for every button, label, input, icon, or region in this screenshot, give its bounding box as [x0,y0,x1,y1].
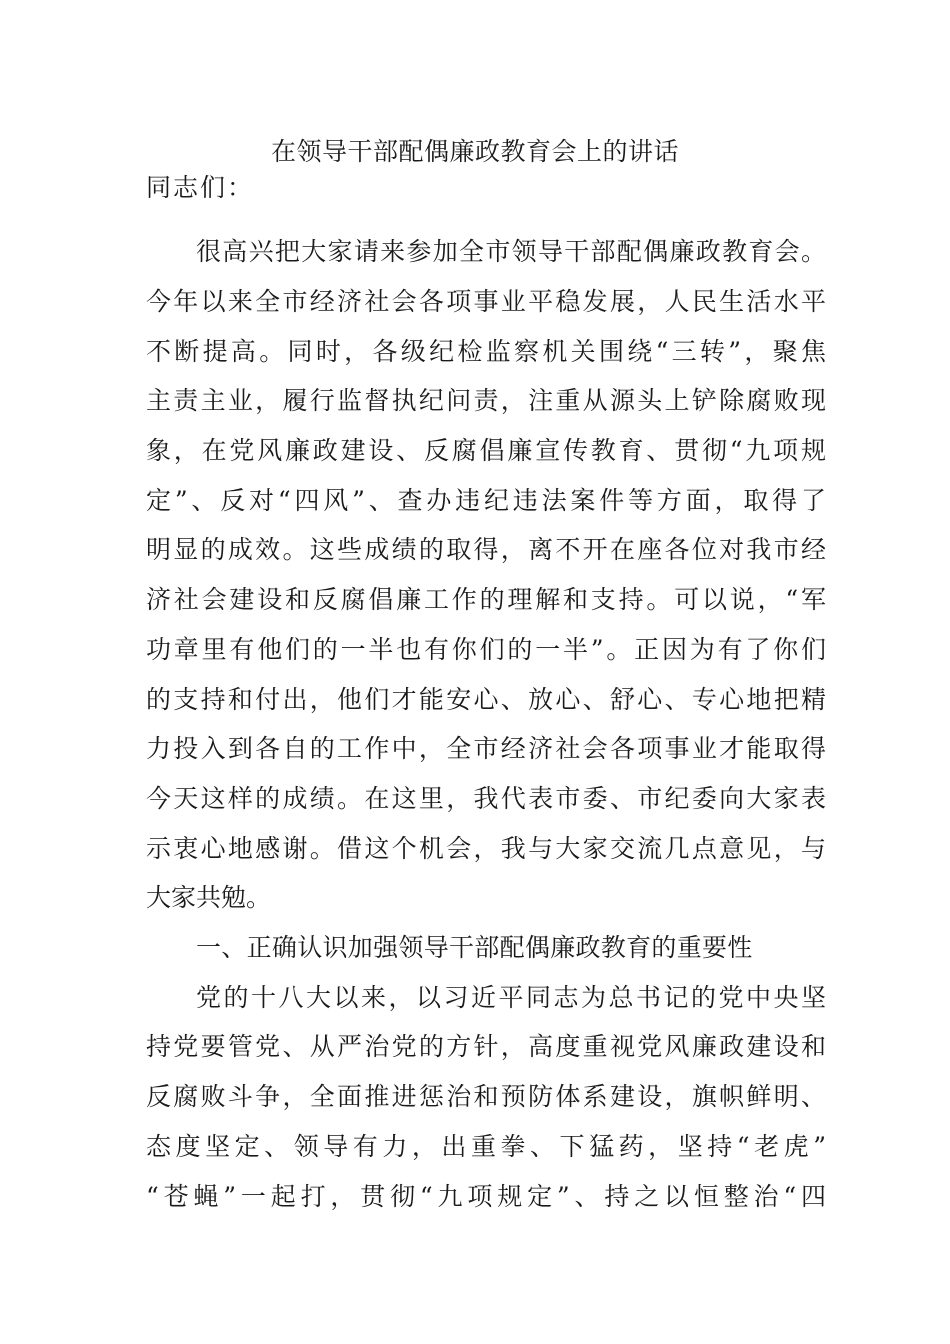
paragraph-1-line: 的支持和付出，他们才能安心、放心、舒心、专心地把精 [146,685,826,714]
paragraph-1-line: 示衷心地感谢。借这个机会，我与大家交流几点意见，与 [146,834,826,863]
paragraph-1-line: 很高兴把大家请来参加全市领导干部配偶廉政教育会。 [196,237,826,266]
paragraph-2-line: 党的十八大以来，以习近平同志为总书记的党中央坚 [196,983,826,1012]
salutation: 同志们： [146,173,255,202]
paragraph-1-line: 主责主业，履行监督执纪问责，注重从源头上铲除腐败现 [146,386,826,415]
paragraph-1-line: 力投入到各自的工作中，全市经济社会各项事业才能取得 [146,734,826,763]
paragraph-2-line: 反腐败斗争，全面推进惩治和预防体系建设，旗帜鲜明、 [146,1082,826,1111]
paragraph-1-line: 济社会建设和反腐倡廉工作的理解和支持。可以说，“军 [146,585,826,614]
paragraph-2-line: 态度坚定、领导有力，出重拳、下猛药，坚持“老虎” [146,1132,826,1161]
paragraph-1-line: 定”、反对“四风”、查办违纪违法案件等方面，取得了 [146,486,826,515]
paragraph-1-line: 今天这样的成绩。在这里，我代表市委、市纪委向大家表 [146,784,826,813]
paragraph-2-line: 持党要管党、从严治党的方针，高度重视党风廉政建设和 [146,1032,826,1061]
paragraph-1-line: 大家共勉。 [146,883,272,912]
paragraph-1-line: 功章里有他们的一半也有你们的一半”。正因为有了你们 [146,635,826,664]
section-1-heading: 一、正确认识加强领导干部配偶廉政教育的重要性 [196,933,753,962]
document-title: 在领导干部配偶廉政教育会上的讲话 [270,137,679,166]
paragraph-1-line: 象，在党风廉政建设、反腐倡廉宣传教育、贯彻“九项规 [146,436,826,465]
paragraph-1-line: 不断提高。同时，各级纪检监察机关围绕“三转”，聚焦 [146,337,826,366]
paragraph-2-line: “苍蝇”一起打，贯彻“九项规定”、持之以恒整治“四 [146,1182,826,1211]
paragraph-1-line: 今年以来全市经济社会各项事业平稳发展，人民生活水平 [146,287,826,316]
paragraph-1-line: 明显的成效。这些成绩的取得，离不开在座各位对我市经 [146,535,826,564]
